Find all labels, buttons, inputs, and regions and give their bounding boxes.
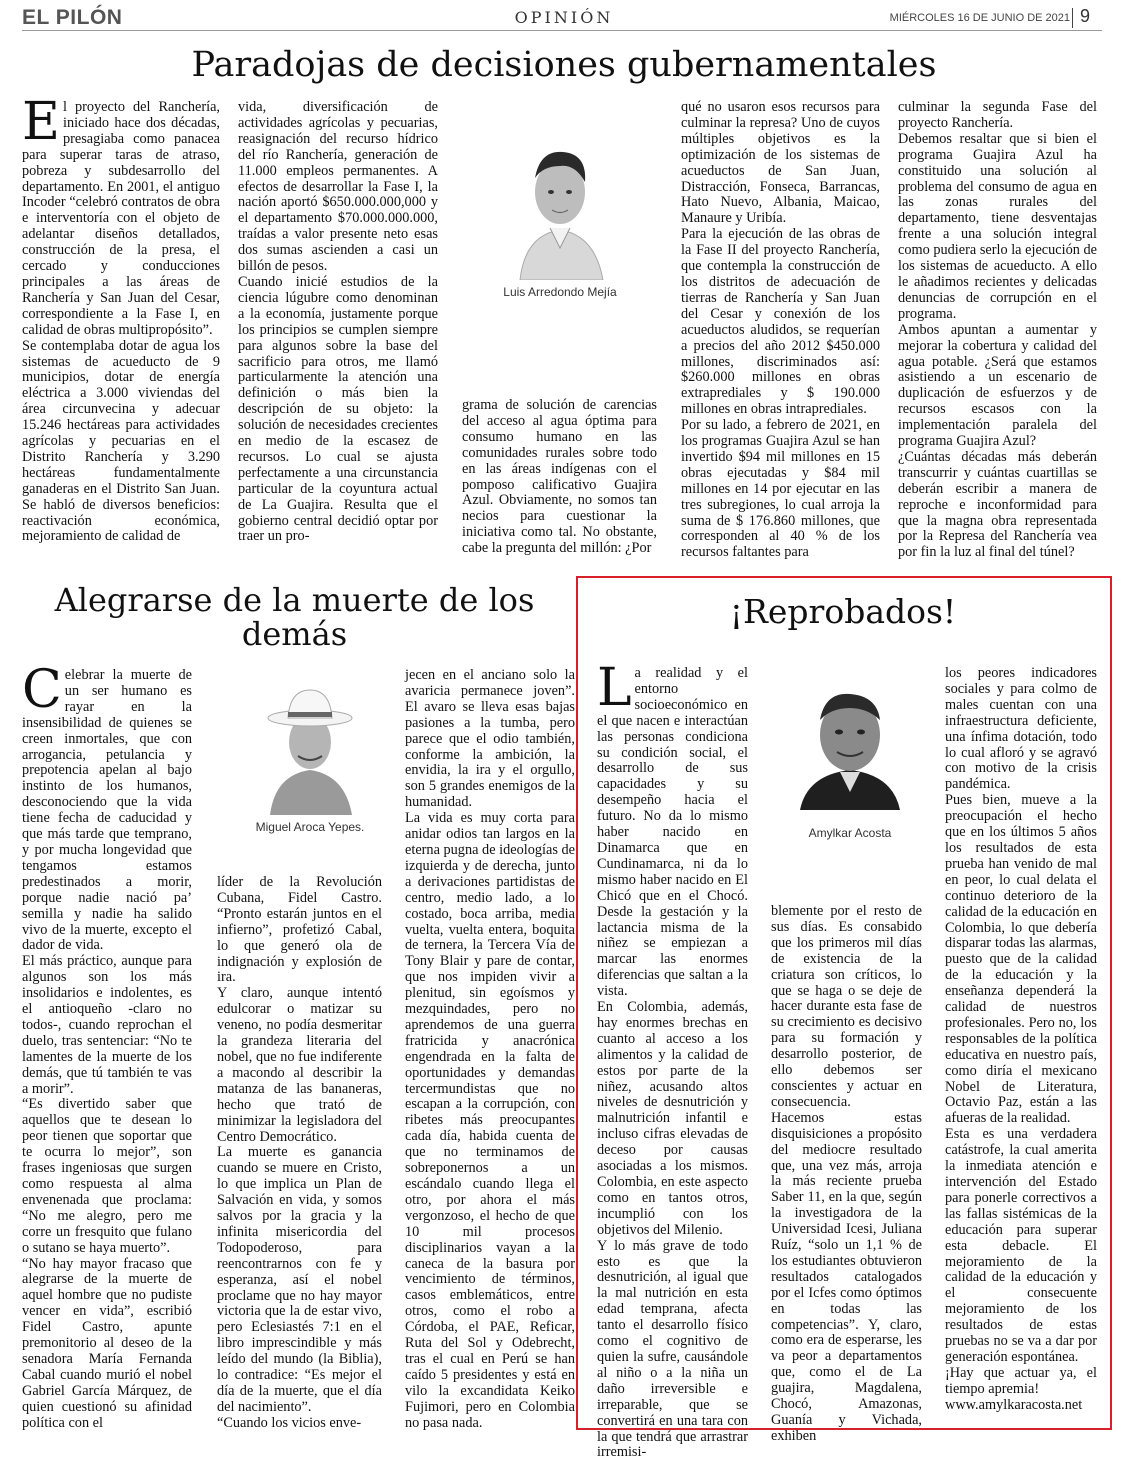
article-1-column-1	[22, 92, 220, 560]
author-photo-2	[250, 680, 370, 815]
issue-date: MIÉRCOLES 16 DE JUNIO DE 2021	[889, 12, 1070, 24]
author-name-2: Miguel Aroca Yepes.	[255, 820, 365, 834]
portrait-image	[250, 680, 370, 815]
article-2-column-1-text: elebrar la muerte de un ser humano es rayar en la insensibilidad de quienes se creen inmortales, que con arrogancia, petulancia y prepotencia apelan al bajo instinto de los humanos, desconociendo que la vida tiene fecha de caducidad y que más tarde que temprano, y por mucha longevidad que tengamos estamos predestinados a morir, porque nadie nació pa’ semilla y nadie ha salido vivo de la muerte, excepto el dador de vida. El más práctico, aunque para algunos son los más insolidarios e indolentes, es el antioqueño -claro no todos-, cuando reprochan el duelo, tras sentenciar: “No te lamentes de la muerte de los demás, que tú también te vas a morir”. “Es divertido saber que aquellos que te desean lo peor tienen que soportar que te ocurra lo mejor”, son frases ingeniosas que surgen como respuesta al alma envenenada que proclama: “No me alegro, pero me corre un fresquito que fulano o sutano se haya muerto”. “No hay mayor fracaso que alegrarse de la muerte de aquel hombre que no pudiste vencer en vida”, escribió Fidel Castro, apunte premonitorio al deseo de la senadora María Fernanda Cabal cuando murió el nobel Gabriel García Márquez, de quien cuestionó su afinidad política con el	[22, 667, 192, 1431]
article-1-column-3: grama de solución de carencias del acceso al agua óptima para consumo humano en las comunidades rurales sobre todo en las áreas indígenas con el pomposo calificativo Guajira Azul. Obviamente, no somos tan necios para cuestionar la iniciativa como tal. No obstante, cabe la pregunta del millón: ¿Por	[462, 397, 657, 557]
article-3-title: ¡Reprobados!	[729, 592, 957, 631]
article-3-column-2: blemente por el resto de sus días. Es consabido que los primeros mil días de existencia de la criatura son críticos, lo que se haga o se deje de hacer durante esta fase de su crecimiento es decisivo para su formación y desarrollo posterior, de ello debemos ser conscientes y actuar en consecuencia. Hacemos estas disquisiciones a propósito del mediocre resultado que, una vez más, arroja la más reciente prueba Saber 11, en la que, según la investigadora de la Universidad Icesi, Juliana Ruíz, “solo un 1,1 % de los estudiantes obtuvieron resultados catalogados por el Icfes como óptimos en todas las competencias”. Y, claro, como era de esperarse, les va peor a departamentos que, como el de La guajira, Magdalena, Chocó, Amazonas, Guanía y Vichada, exhiben	[771, 903, 922, 1444]
masthead-divider	[1072, 8, 1073, 28]
article-3-dropcap: L	[597, 658, 632, 718]
article-3-column-1	[597, 658, 748, 1461]
article-1-dropcap: E	[22, 92, 60, 152]
article-1-title: Paradojas de decisiones gubernamentales	[191, 45, 937, 85]
article-1-column-4: qué no usaron esos recursos para culminar la represa? Uno de cuyos múltiples objetivos es la optimización de los sistemas de acueductos de San Juan, Distracción, Fonseca, Barrancas, Hato Nuevo, Albania, Maicao, Manaure y Uribía. Para la ejecución de las obras de la Fase II del proyecto Ranchería, que contempla la construcción de los distritos de adecuación de tierras de Ranchería y San Juan del Cesar y conexión de los acueductos aludidos, se requerían a precios del año 2012 $450.000 millones, discriminados así: $260.000 millones en obras extraprediales y $ 190.000 millones en obras intraprediales. Por su lado, a febrero de 2021, en los programas Guajira Azul se han invertido $94 mil millones en 15 obras ejecutadas y $84 mil millones en 14 por ejecutar en las tres subregiones, lo cual arroja la suma de $ 176.860 millones, que corresponden al 40 % de los recursos faltantes para	[681, 99, 880, 561]
masthead-rule	[22, 30, 1102, 31]
article-2-title: Alegrarse de la muerte de los demás	[54, 581, 535, 653]
article-3-column-1-text: a realidad y el entorno socioeconómico en el que nacen e interactúan las personas condiciona su condición social, el desarrollo de sus capacidades y su desempeño hacia el futuro. No da lo mismo haber nacido en Dinamarca que en Cundinamarca, ni da lo mismo haber nacido en El Chicó que en el Chocó. Desde la gestación y la lactancia misma de la niñez se empiezan a marcar las enormes diferencias que saltan a la vista. En Colombia, además, hay enormes brechas en cuanto al acceso a los alimentos y la calidad de estos por parte de la niñez, acusando altos niveles de desnutrición y malnutrición infantil e incluso cifras elevadas de deceso por causas asociadas a los mismos. Colombia, en este aspecto como en tantos otros, incumplió con los objetivos del Milenio. Y lo más grave de todo esto es que la desnutrición, al igual que la mal nutrición en esta edad temprana, afecta tanto el desarrollo físico como el cognitivo de quien la sufre, causándole al niño o a la niña un daño irreversible e irreparable, que se convertirá en una tara con la que tendrá que arrastrar irremisi-	[597, 665, 748, 1461]
article-2-column-3: jecen en el anciano solo la avaricia permanece joven”. El avaro se lleva esas bajas pasiones a la tumba, pero parece que el odio también, conforme la ambición, la envidia, la ira y el orgullo, son 5 grandes enemigos de la humanidad. La vida es muy corta para anidar odios tan largos en la eterna pugna de ideologías de izquierda y de derecha, junto a derivaciones partidistas de centro, medio lado, a lo costado, boca arriba, media vuelta, vuelta entera, boquita de ternera, la Tercera Vía de Tony Blair y pare de contar, que nos impiden vivir a plenitud, sin egoísmos y mezquindades, pero no aprendemos de una guerra fratricida y anacrónica engendrada en la falta de oportunidades y demandas tercermundistas que no escapan a la corrupción, con ribetes más preocupantes cada día, habida cuenta de que no terminamos de sobreponernos a un escándalo cuando llega el otro, por ahora el más vergonzoso, el hecho de que 10 mil procesos disciplinarios vayan a la caneca de la basura por vencimiento de términos, casos emblemáticos, entre otros, como el robo a Córdoba, el PAE, Reficar, Ruta del Sol y Odebrecht, tras el cual en Perú se han caído 5 presidentes y está en vilo la excandidata Keiko Fujimori, pero en Colombia no pasa nada.	[405, 667, 575, 1431]
author-photo-3	[785, 680, 915, 810]
portrait-image	[785, 680, 915, 810]
section-name: OPINIÓN	[514, 8, 614, 27]
logo-text: EL PILÓN	[22, 6, 123, 29]
article-2-dropcap: C	[22, 660, 62, 720]
article-2-column-2: líder de la Revolución Cubana, Fidel Castro. “Pronto estarán juntos en el infierno”, profetizó Cabal, lo que generó ola de indignación y explosión de ira. Y claro, aunque intentó edulcorar o matizar su veneno, no podía desmeritar la grandeza literaria del nobel, que no fue indiferente a macondo al describir la matanza de las bananeras, hecho que trató de minimizar la legisladora del Centro Democrático. La muerte es ganancia cuando se muere en Cristo, lo que implica un Plan de Salvación en vida, y somos salvos por la gracia y la infinita misericordia del Todopoderoso, para reencontrarnos con fe y esperanza, así el nobel proclame que no hay mayor victoria que la de estar vivo, pero Eclesiastés 7:1 en el libro imprescindible y más leído del mundo (la Biblia), lo contradice: “Es mejor el día de la muerte, que el día del nacimiento”. “Cuando los vicios enve-	[217, 874, 382, 1431]
article-1-column-2: vida, diversificación de actividades agrícolas y pecuarias, reasignación del recurso hídrico del río Ranchería, generación de 11.000 empleos permanentes. A efectos de desarrollar la Fase I, la nación aportó $650.000.000,000 y el departamento $70.000.000.000, traídas a valor presente neto esas dos sumas ascienden a casi un billón de pesos. Cuando inicié estudios de la ciencia lúgubre como denominan a la economía, justamente porque los principios se cumplen siempre para algunos sobre la base del sacrificio para otros, me llamó particularmente la atención una definición o más bien la descripción de su objeto: la solución de necesidades crecientes en medio de la escasez de recursos. Lo cual se ajusta perfectamente a una circunstancia particular de la coyuntura actual de La Guajira. Resulta que el gobierno central decidió optar por traer un pro-	[238, 99, 438, 545]
author-photo-1	[495, 130, 625, 280]
author-name-3: Amylkar Acosta	[808, 826, 892, 840]
page-number: 9	[1080, 6, 1091, 26]
article-3-column-3: los peores indicadores sociales y para colmo de males cuentan con una infraestructura deficiente, una ínfima dotación, todo lo cual afloró y se agravó con motivo de la crisis pandémica. Pues bien, mueve a la preocupación el hecho que en los últimos 5 años los resultados de esta prueba han venido de mal en peor, lo cual delata el continuo deterioro de la calidad de la educación en Colombia, lo que debería disparar todas las alarmas, puesto que de la calidad de la educación y la enseñanza dependerá la calidad de nuestros profesionales. Pero no, los responsables de la política educativa en nuestro país, como diría el mexicano Nobel de Literatura, Octavio Paz, están a las afueras de la realidad. Esta es una verdadera catástrofe, la cual amerita la inmediata atención e intervención del Estado para ponerle correctivos a las fallas sistémicas de la educación para superar esta debacle. El mejoramiento de la calidad de la educación y el consecuente mejoramiento de los resultados de estas pruebas no se va a dar por generación espontánea. ¡Hay que actuar ya, el tiempo apremia! www.amylkaracosta.net	[945, 665, 1097, 1413]
article-1-column-5: culminar la segunda Fase del proyecto Ranchería. Debemos resaltar que si bien el programa Guajira Azul ha constituido una solución al problema del consumo de agua en las zonas rurales del departamento, tiene desventajas frente a una solución integral como pudiera serlo la ejecución de los sistemas de acueducto. A ello le añadimos recientes y delicadas denuncias de corrupción en el programa. Ambos apuntan a aumentar y mejorar la cobertura y calidad del agua potable. ¿Será que estamos asistiendo a un escenario de duplicación de esfuerzos y de recursos escasos con la implementación paralela del programa Guajira Azul? ¿Cuántas décadas más deberán transcurrir y cuántas cuartillas se deberán escribir a manera de reproche e inconformidad para que la magna obra representada por la Represa del Ranchería vea por fin la luz al final del túnel?	[898, 99, 1097, 561]
article-1-column-1-text: l proyecto del Ranchería, iniciado hace dos décadas, presagiaba como panacea para superar taras de atraso, pobreza y subdesarrollo del departamento. En 2001, el antiguo Incoder “celebró contratos de obra e interventoría con el objeto de adelantar diseños detallados, construcción de la presa, el cercado y conducciones principales a las áreas de Ranchería y San Juan del Cesar, correspondiente a la Fase I, en calidad de obras multipropósito”. Se contemplaba dotar de agua los sistemas de acueducto de 9 municipios, dotar de energía eléctrica a 3.000 viviendas del área circunvecina y adecuar 15.246 hectáreas para actividades agrícolas y pecuarias en el Distrito Ranchería y 3.290 hectáreas fundamentalmente ganaderas en el Distrito San Juan. Se habló de diversos beneficios: reactivación económica, mejoramiento de calidad de	[22, 99, 220, 545]
article-2-column-1	[22, 660, 192, 1431]
portrait-image	[495, 130, 625, 280]
author-name-1: Luis Arredondo Mejía	[503, 285, 617, 299]
